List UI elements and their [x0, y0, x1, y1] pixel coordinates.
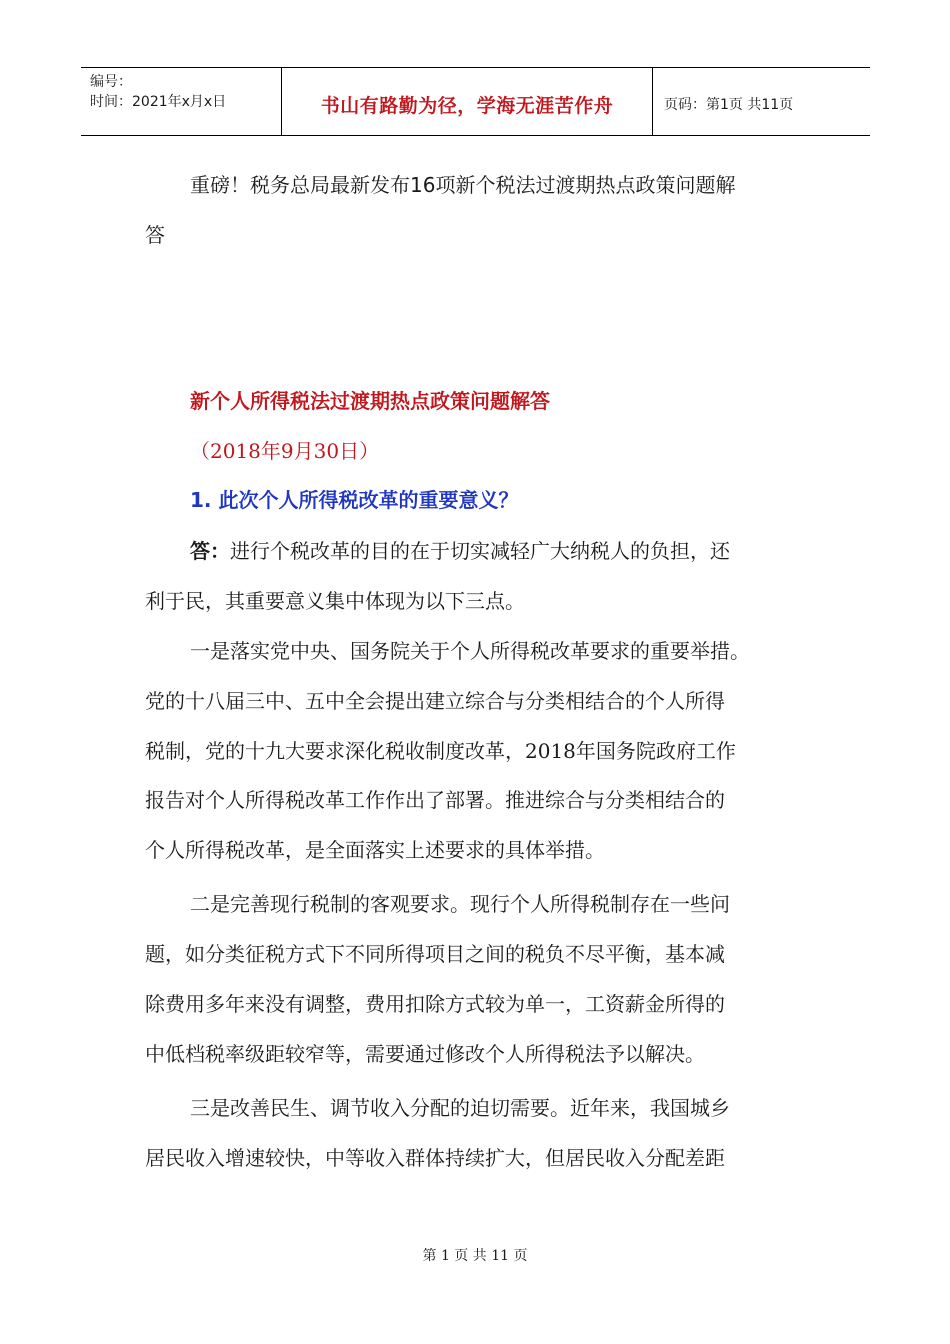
paragraph-1-line-5: 个人所得税改革，是全面落实上述要求的具体举措。	[145, 838, 605, 862]
paragraph-1-line-3: 税制，党的十九大要求深化税收制度改革，2018年国务院政府工作	[145, 739, 736, 763]
section-title: 新个人所得税法过渡期热点政策问题解答	[190, 389, 550, 413]
paragraph-3-line-2: 居民收入增速较快，中等收入群体持续扩大，但居民收入分配差距	[145, 1146, 725, 1170]
number-label: 编号：	[90, 74, 132, 90]
section-date: （2018年9月30日）	[190, 439, 380, 463]
header-page-info: 页码：第1页 共11页	[664, 96, 794, 113]
paragraph-2-line-1: 二是完善现行税制的客观要求。现行个人所得税制存在一些问	[190, 892, 730, 916]
paragraph-2-line-2: 题，如分类征税方式下不同所得项目之间的税负不尽平衡，基本减	[145, 942, 725, 966]
paragraph-1-line-4: 报告对个人所得税改革工作作出了部署。推进综合与分类相结合的	[145, 788, 725, 812]
time-label: 时间：2021年x月x日	[90, 94, 227, 110]
header-meta	[81, 68, 282, 135]
page-header	[81, 67, 870, 136]
question-1: 1. 此次个人所得税改革的重要意义？	[190, 488, 519, 512]
document-title-line-2: 答	[145, 223, 165, 247]
page-footer: 第 1 页 共 11 页	[422, 1248, 528, 1264]
paragraph-1-line-2: 党的十八届三中、五中全会提出建立综合与分类相结合的个人所得	[145, 689, 725, 713]
answer-line-1	[190, 537, 730, 565]
document-title-line-1: 重磅！税务总局最新发布16项新个税法过渡期热点政策问题解	[190, 173, 736, 197]
answer-line-2: 利于民，其重要意义集中体现为以下三点。	[145, 589, 525, 613]
paragraph-3-line-1: 三是改善民生、调节收入分配的迫切需要。近年来，我国城乡	[190, 1096, 730, 1120]
header-motto: 书山有路勤为径，学海无涯苦作舟	[282, 68, 653, 135]
answer-text-1: 进行个税改革的目的在于切实减轻广大纳税人的负担，还	[230, 539, 730, 563]
paragraph-2-line-3: 除费用多年来没有调整，费用扣除方式较为单一，工资薪金所得的	[145, 992, 725, 1016]
paragraph-1-line-1: 一是落实党中央、国务院关于个人所得税改革要求的重要举措。	[190, 639, 750, 663]
paragraph-2-line-4: 中低档税率级距较窄等，需要通过修改个人所得税法予以解决。	[145, 1042, 705, 1066]
answer-label: 答：	[190, 539, 230, 563]
